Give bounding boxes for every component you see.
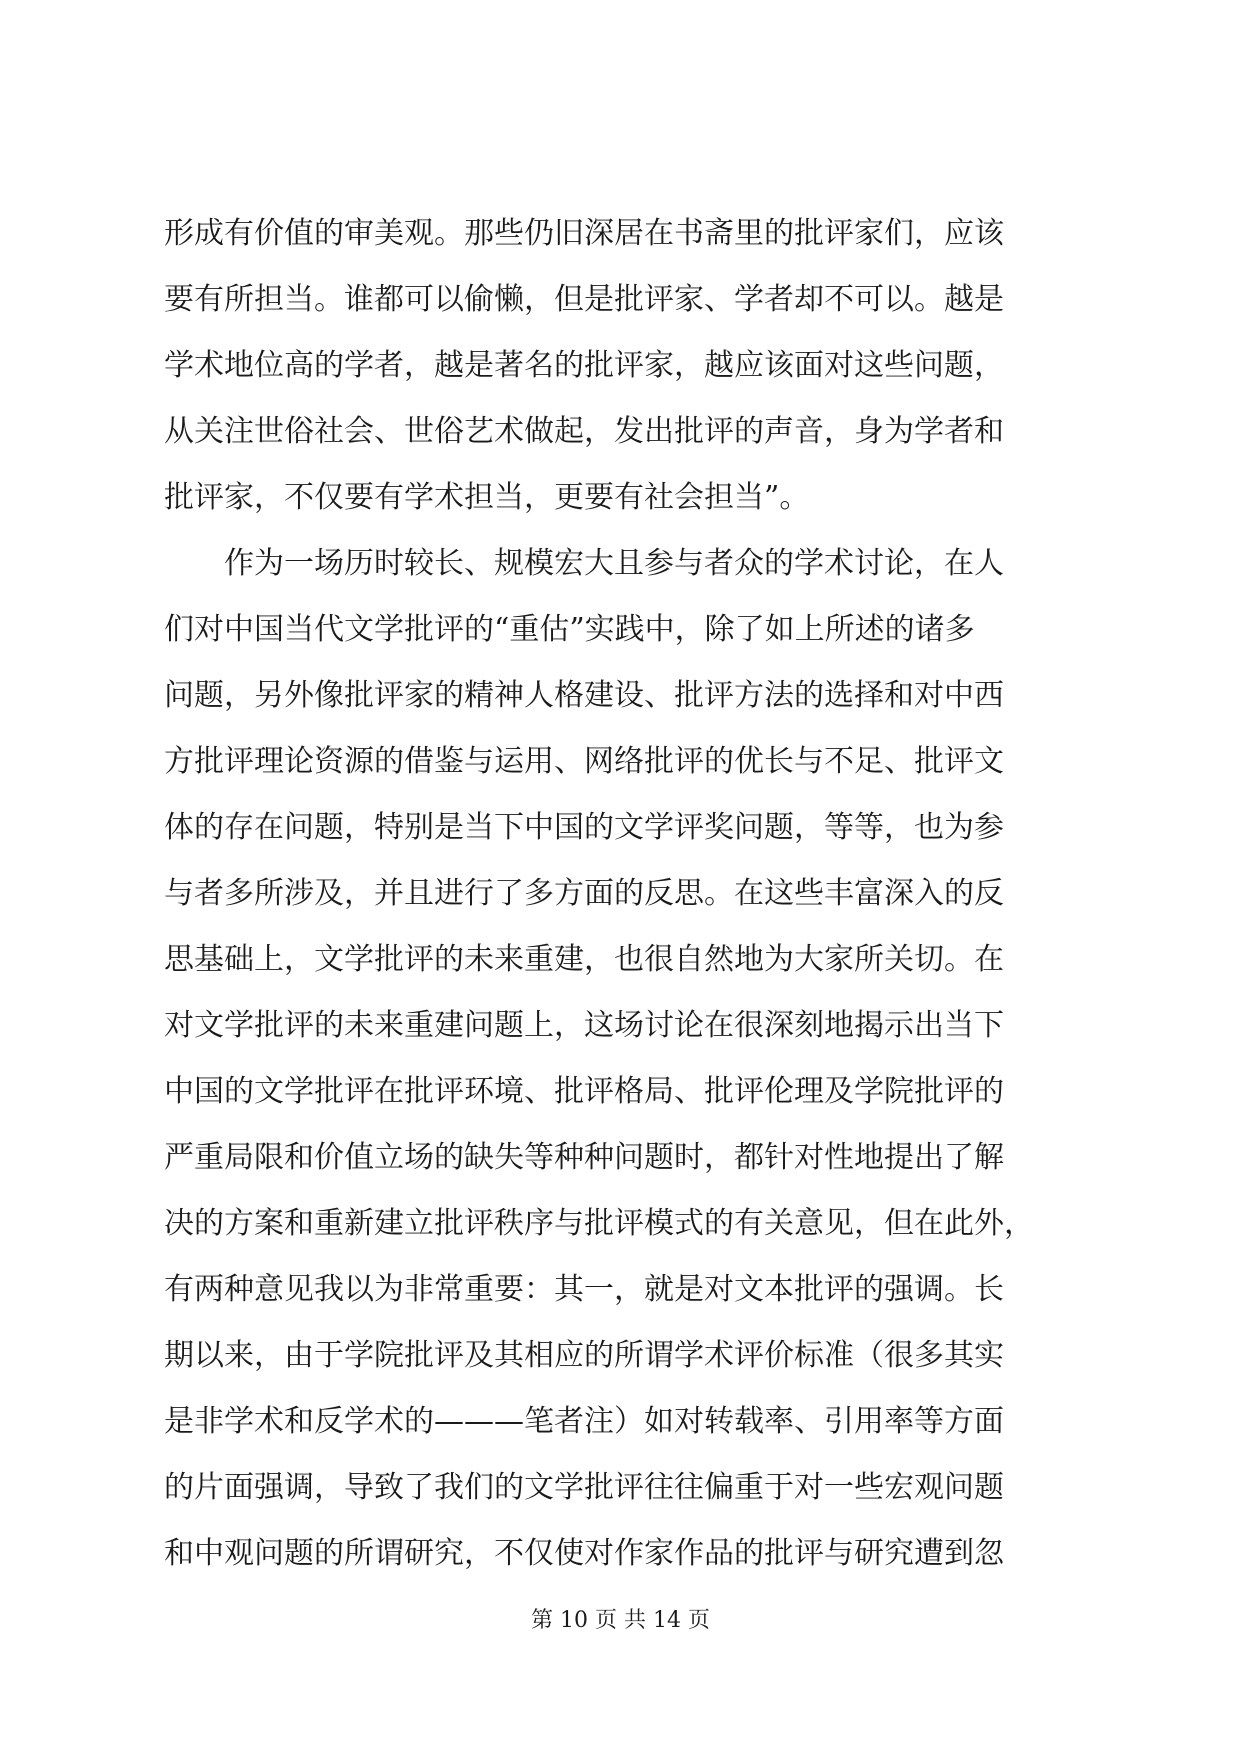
body-text-line: 与者多所涉及，并且进行了多方面的反思。在这些丰富深入的反 (164, 876, 1004, 911)
body-text-line: 方批评理论资源的借鉴与运用、网络批评的优长与不足、批评文 (164, 744, 1004, 779)
body-text-line: 决的方案和重新建立批评秩序与批评模式的有关意见，但在此外， (164, 1206, 1034, 1241)
body-text-line: 有两种意见我以为非常重要：其一，就是对文本批评的强调。长 (164, 1272, 1004, 1307)
body-text-line: 中国的文学批评在批评环境、批评格局、批评伦理及学院批评的 (164, 1074, 1004, 1109)
body-text-line: 批评家，不仅要有学术担当，更要有社会担当”。 (164, 480, 810, 515)
body-text-line: 期以来，由于学院批评及其相应的所谓学术评价标准（很多其实 (164, 1338, 1004, 1373)
body-text-line: 是非学术和反学术的———笔者注）如对转载率、引用率等方面 (164, 1404, 1004, 1439)
body-text-line: 和中观问题的所谓研究，不仅使对作家作品的批评与研究遭到忽 (164, 1536, 1004, 1571)
body-text-line: 问题，另外像批评家的精神人格建设、批评方法的选择和对中西 (164, 678, 1004, 713)
page-number-footer: 第 10 页 共 14 页 (531, 1608, 710, 1633)
body-text-line: 严重局限和价值立场的缺失等种种问题时，都针对性地提出了解 (164, 1140, 1004, 1175)
body-text-line: 作为一场历时较长、规模宏大且参与者众的学术讨论，在人 (164, 546, 1004, 581)
body-text-line: 学术地位高的学者，越是著名的批评家，越应该面对这些问题， (164, 348, 1004, 383)
body-text-line: 要有所担当。谁都可以偷懒，但是批评家、学者却不可以。越是 (164, 282, 1004, 317)
body-text-line: 对文学批评的未来重建问题上，这场讨论在很深刻地揭示出当下 (164, 1008, 1004, 1043)
body-text-line: 的片面强调，导致了我们的文学批评往往偏重于对一些宏观问题 (164, 1470, 1004, 1505)
body-text-line: 从关注世俗社会、世俗艺术做起，发出批评的声音，身为学者和 (164, 414, 1004, 449)
body-text-line: 形成有价值的审美观。那些仍旧深居在书斋里的批评家们，应该 (164, 216, 1004, 251)
body-text-line: 体的存在问题，特别是当下中国的文学评奖问题，等等，也为参 (164, 810, 1004, 845)
body-text-line: 们对中国当代文学批评的“重估”实践中，除了如上所述的诸多 (164, 612, 975, 647)
body-text-line: 思基础上，文学批评的未来重建，也很自然地为大家所关切。在 (164, 942, 1004, 977)
